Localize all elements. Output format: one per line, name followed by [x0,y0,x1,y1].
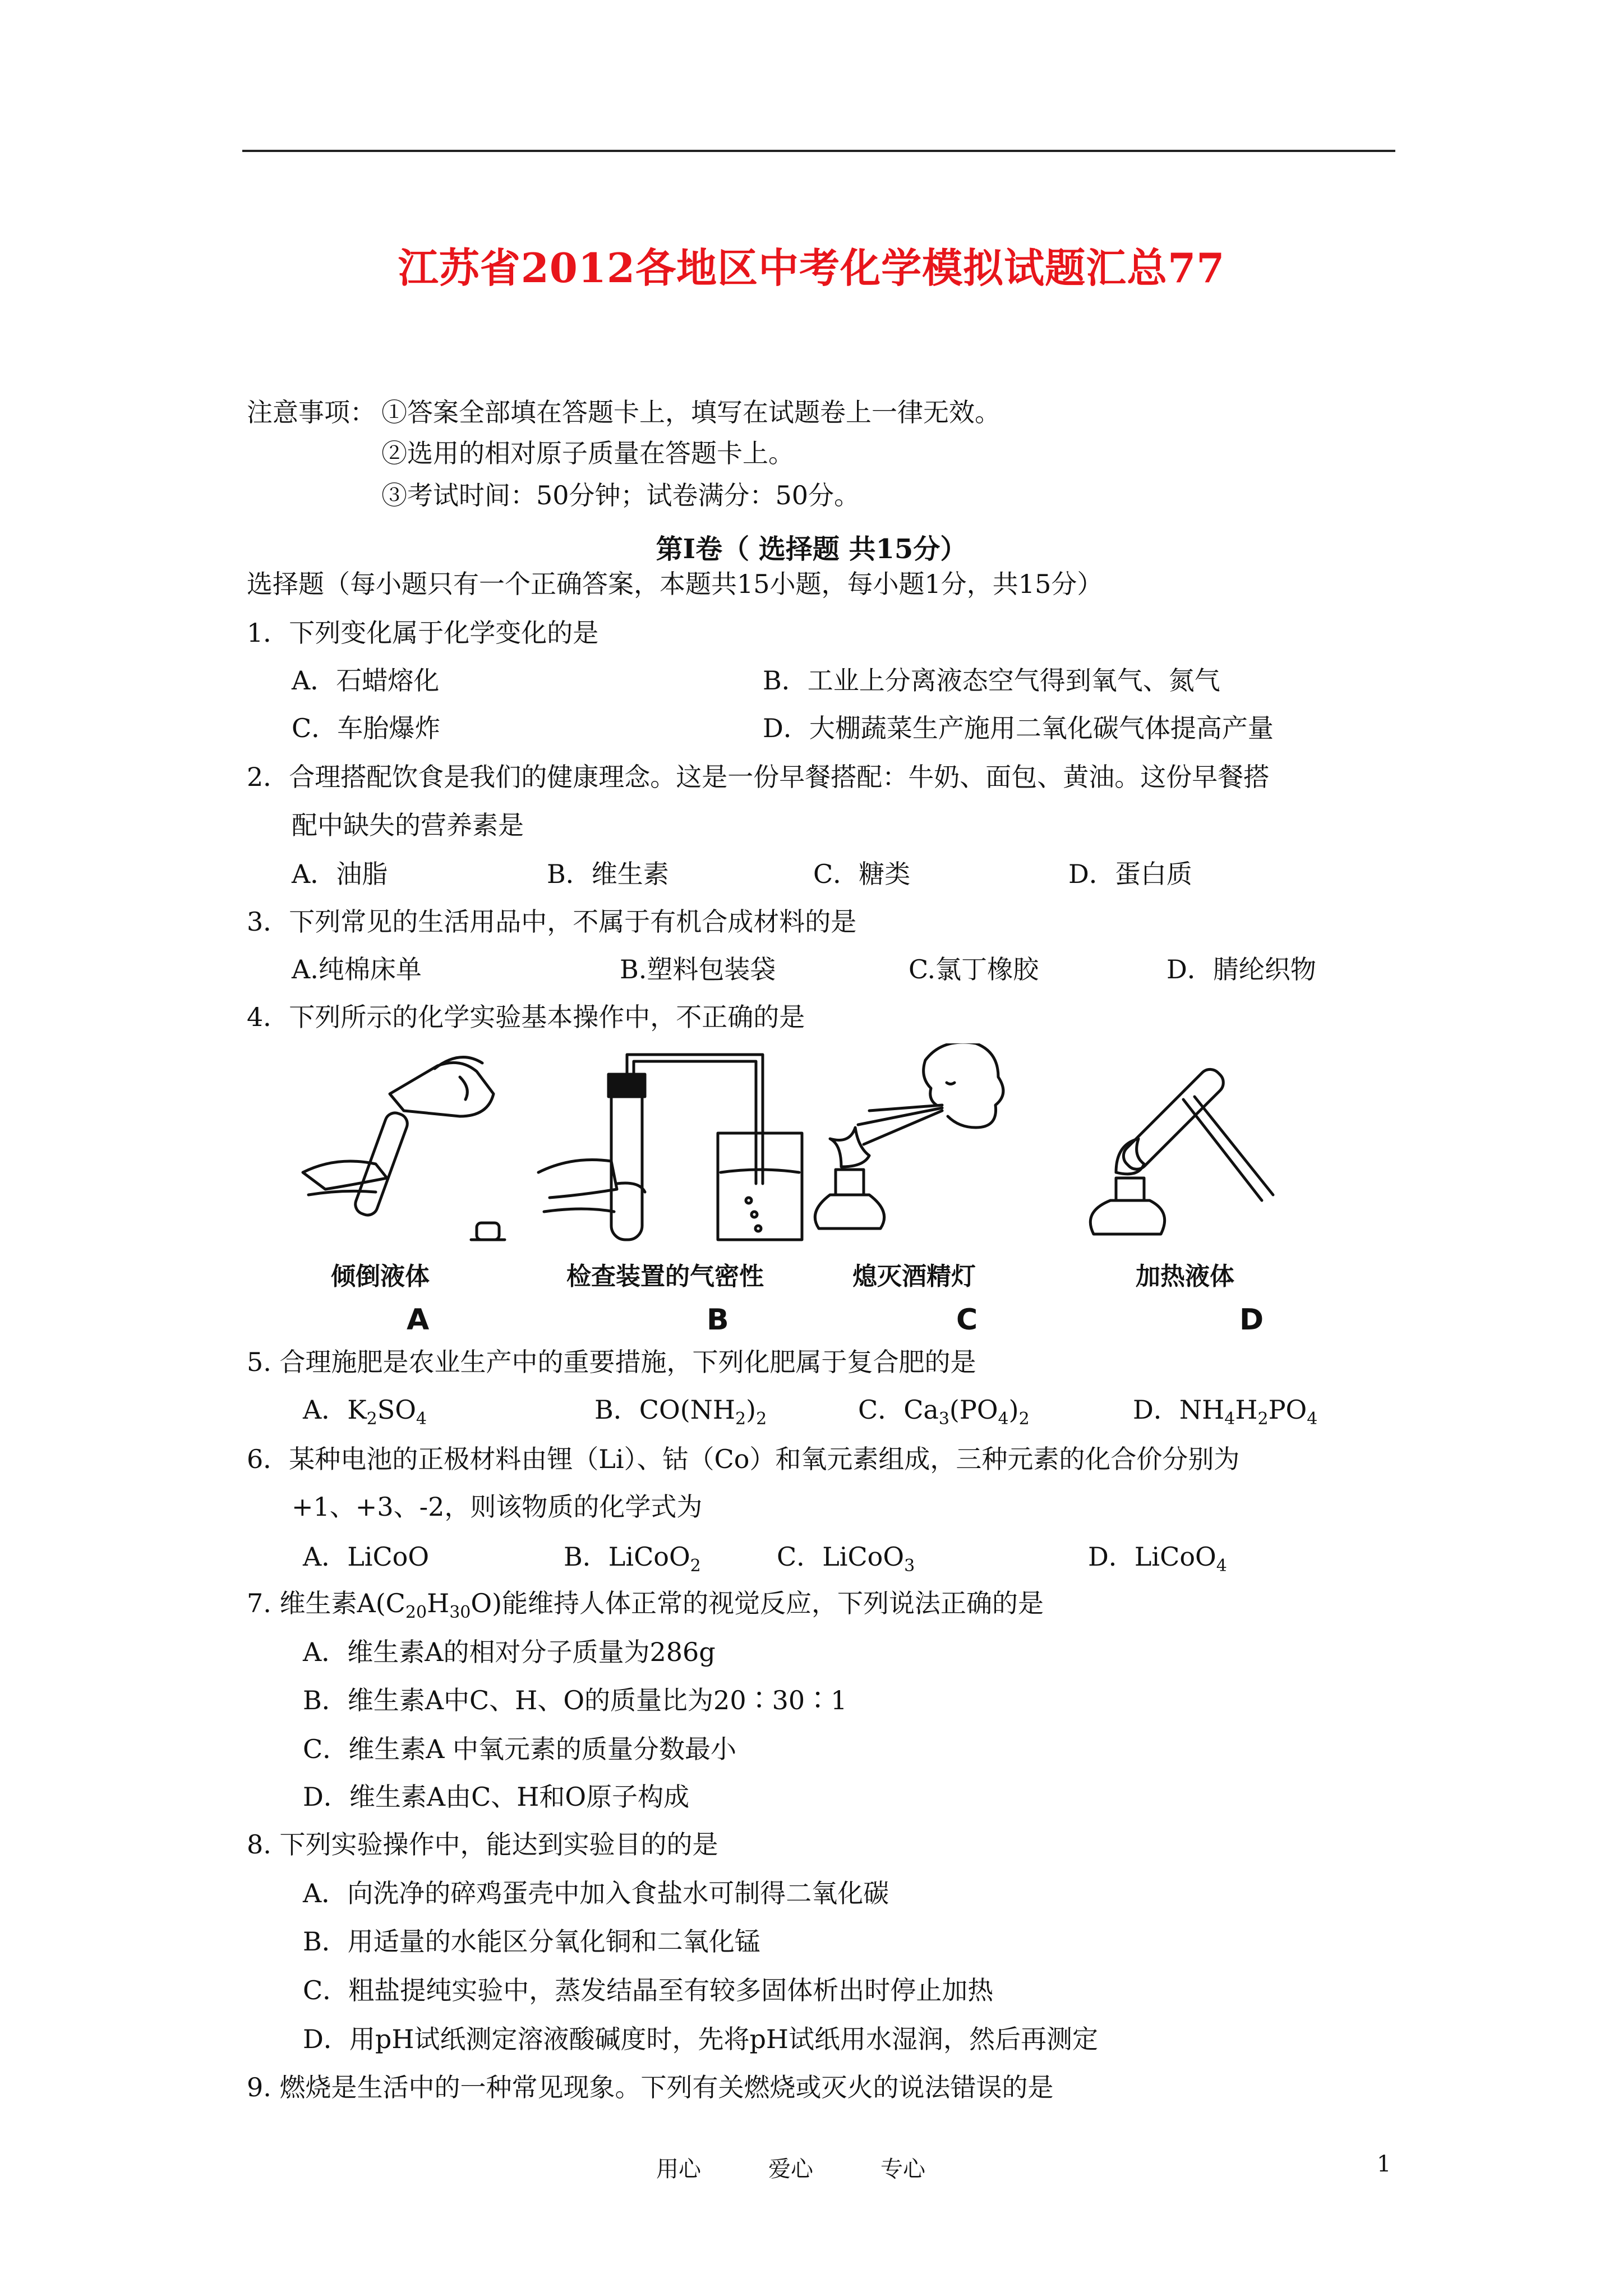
footer-slogan-1: 用心 [656,2156,701,2182]
q8-stem: 8. 下列实验操作中，能达到实验目的的是 [247,1829,718,1860]
q8-option-b: B．用适量的水能区分氧化铜和二氧化锰 [303,1926,760,1957]
q6-option-c: C．LiCoO$_3$ [777,1542,915,1576]
q2-stem-line1: 2．合理搭配饮食是我们的健康理念。这是一份早餐搭配：牛奶、面包、黄油。这份早餐搭 [247,762,1270,792]
q7-option-a: A．维生素A的相对分子质量为286g [303,1637,716,1667]
lab-operations-figure [292,1043,1357,1335]
q6-stem-line1: 6．某种电池的正极材料由锂（Li）、钴（Co）和氧元素组成，三种元素的化合价分别为 [247,1444,1240,1474]
notice-item-1: ①答案全部填在答题卡上，填写在试题卷上一律无效。 [381,397,1000,427]
caption-c: 熄灭酒精灯 [852,1262,976,1291]
q2-option-c: C．糖类 [813,859,911,889]
notice-label: 注意事项： [247,397,376,427]
q3-option-a: A.纯棉床单 [292,954,422,984]
q5-option-c: C．$Ca_3(PO_4)_2$ [858,1395,1030,1429]
q6-option-a: A．LiCoO [303,1542,430,1572]
caption-b: 检查装置的气密性 [566,1262,764,1291]
letter-b: B [707,1303,729,1335]
q7-option-c: C．维生素A 中氧元素的质量分数最小 [303,1734,737,1764]
q8-option-c: C．粗盐提纯实验中，蒸发结晶至有较多固体析出时停止加热 [303,1975,994,2005]
letter-a: A [407,1303,430,1335]
notice-item-3: ③考试时间：50分钟；试卷满分：50分。 [381,480,860,510]
q6-stem-line2: +1、+3、-2，则该物质的化学式为 [292,1492,703,1522]
q5-stem: 5. 合理施肥是农业生产中的重要措施，下列化肥属于复合肥的是 [247,1347,976,1377]
letter-d: D [1239,1303,1264,1335]
q8-option-d: D．用pH试纸测定溶液酸碱度时，先将pH试纸用水湿润，然后再测定 [303,2024,1099,2054]
airtightness-check-illustration [538,1055,802,1240]
q7-option-b: B．维生素A中C、H、O的质量比为20∶30∶1 [303,1685,847,1715]
footer-slogan-2: 爱心 [768,2156,813,2182]
q5-option-d: D．$NH_4H_2PO_4$ [1133,1395,1318,1429]
header-rule [242,150,1395,152]
section-title: 第Ⅰ卷（ 选择题 共15分） [656,533,967,565]
pouring-liquid-illustration [303,1057,505,1240]
q1-option-b: B．工业上分离液态空气得到氧气、氮气 [763,665,1220,696]
letter-c: C [956,1303,978,1335]
q5-option-b: B．$CO(NH_2)_2$ [594,1395,767,1429]
section-instruction: 选择题（每小题只有一个正确答案，本题共15小题，每小题1分，共15分） [247,569,1103,599]
caption-a: 倾倒液体 [331,1262,430,1291]
q2-option-a: A．油脂 [292,859,388,889]
q3-option-d: D．腈纶织物 [1166,954,1316,984]
heating-liquid-illustration [1090,1065,1273,1234]
lab-operations-illustration [292,1043,1357,1335]
q1-option-a: A．石蜡熔化 [292,665,440,696]
q4-stem: 4．下列所示的化学实验基本操作中，不正确的是 [247,1002,805,1032]
q2-option-d: D．蛋白质 [1068,859,1192,889]
q5-option-a: A．$K_2SO_4$ [303,1395,427,1429]
q8-option-a: A．向洗净的碎鸡蛋壳中加入食盐水可制得二氧化碳 [303,1878,889,1908]
document-title: 江苏省2012各地区中考化学模拟试题汇总77 [398,244,1225,292]
q6-option-d: D．LiCoO$_4$ [1088,1542,1227,1576]
q1-stem: 1．下列变化属于化学变化的是 [247,618,599,648]
q6-option-b: B．LiCoO$_2$ [564,1542,701,1576]
extinguishing-lamp-illustration [815,1043,1003,1228]
q3-stem: 3．下列常见的生活用品中，不属于有机合成材料的是 [247,907,857,937]
q1-option-d: D．大棚蔬菜生产施用二氧化碳气体提高产量 [763,713,1274,743]
page-number: 1 [1377,2151,1391,2177]
q3-option-c: C.氯丁橡胶 [909,954,1039,984]
q1-option-c: C．车胎爆炸 [292,713,441,743]
footer-slogan-3: 专心 [880,2156,925,2182]
caption-d: 加热液体 [1136,1262,1234,1291]
q2-option-b: B．维生素 [547,859,669,889]
notice-item-2: ②选用的相对原子质量在答题卡上。 [381,438,794,468]
q7-stem: 7. 维生素$A(C_{20}H_{30}O)$能维持人体正常的视觉反应，下列说法正确的是 [247,1588,1044,1622]
q9-stem: 9. 燃烧是生活中的一种常见现象。下列有关燃烧或灭火的说法错误的是 [247,2072,1054,2102]
q2-stem-line2: 配中缺失的营养素是 [292,810,524,840]
q3-option-b: B.塑料包装袋 [620,954,776,984]
q7-option-d: D．维生素A由C、H和O原子构成 [303,1782,690,1812]
